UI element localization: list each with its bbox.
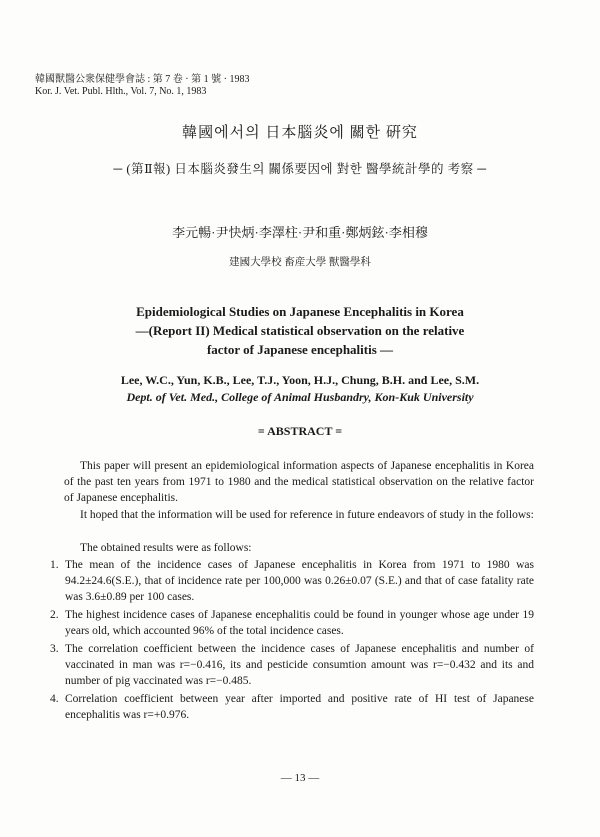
english-title-line: Epidemiological Studies on Japanese Encephalitis in Korea — [136, 304, 464, 319]
list-item-text: Correlation coefficient between year after imported and positive rate of HI test of Japanese encephalitis was r=+0.976. — [65, 693, 534, 721]
list-item-number: 3. — [50, 643, 59, 655]
list-item-text: The mean of the incidence cases of Japanese encephalitis in Korea from 1971 to 1980 was 94.2±24.6(S.E.), that of incidence rate per 100,000 was 0.26±0.07 (S.E.) and that of case fatality rate was 3.6±0.89 per 100 cases. — [65, 559, 534, 603]
korean-subtitle: ─ (第Ⅱ報) 日本腦炎發生의 關係要因에 對한 醫學統計學的 考察 ─ — [113, 162, 487, 176]
list-item — [50, 607, 534, 639]
list-item — [50, 691, 534, 723]
korean-title: 韓國에서의 日本腦炎에 關한 硏究 — [182, 125, 418, 141]
korean-authors: 李元暢·尹快炳·李澤柱·尹和重·鄭炳鉉·李相穆 — [172, 225, 428, 240]
page-number: — 13 — — [280, 772, 320, 784]
list-item-text: The highest incidence cases of Japanese encephalitis could be found in younger whose age under 19 years old, which accounted 96% of the total incidence cases. — [65, 609, 534, 637]
abstract-paragraph: This paper will present an epidemiological information aspects of Japanese encephalitis in Korea of the past ten years from 1971 to 1980 and the medical statistical observation on the relative factor of Japanese encephalitis. — [64, 460, 534, 504]
korean-affiliation: 建國大學校 畜産大學 獸醫學科 — [229, 257, 371, 268]
english-title-line: factor of Japanese encephalitis — — [206, 342, 394, 357]
list-item-number: 4. — [50, 693, 59, 705]
list-item — [50, 557, 534, 605]
english-authors: Lee, W.C., Yun, K.B., Lee, T.J., Yoon, H.J., Chung, B.H. and Lee, S.M. — [120, 373, 480, 387]
journal-citation-korean: 韓國獸醫公衆保健學會誌 : 第 7 卷 · 第 1 號 · 1983 — [35, 74, 250, 85]
list-item-number: 1. — [50, 559, 59, 571]
list-item-text: The correlation coefficient between the incidence cases of Japanese encephalitis and number of vaccinated in man was r=−0.416, its and pesticide consumtion amount was r=−0.432 and its and number of pig vaccinated was r=−0.485. — [65, 643, 534, 687]
results-list — [50, 557, 534, 725]
abstract-paragraph: It hoped that the information will be used for reference in future endeavors of study in the follows: — [80, 509, 534, 521]
journal-header — [35, 74, 249, 98]
list-item — [50, 641, 534, 689]
abstract-heading: = ABSTRACT = — [257, 424, 343, 438]
english-affiliation: Dept. of Vet. Med., College of Animal Husbandry, Kon-Kuk University — [126, 390, 474, 404]
abstract-paragraph: The obtained results were as follows: — [80, 542, 252, 554]
english-title — [0, 302, 600, 359]
english-title-line: —(Report II) Medical statistical observation on the relative — [135, 323, 465, 338]
list-item-number: 2. — [50, 609, 59, 621]
journal-citation-english: Kor. J. Vet. Publ. Hlth., Vol. 7, No. 1, 1983 — [35, 86, 207, 97]
